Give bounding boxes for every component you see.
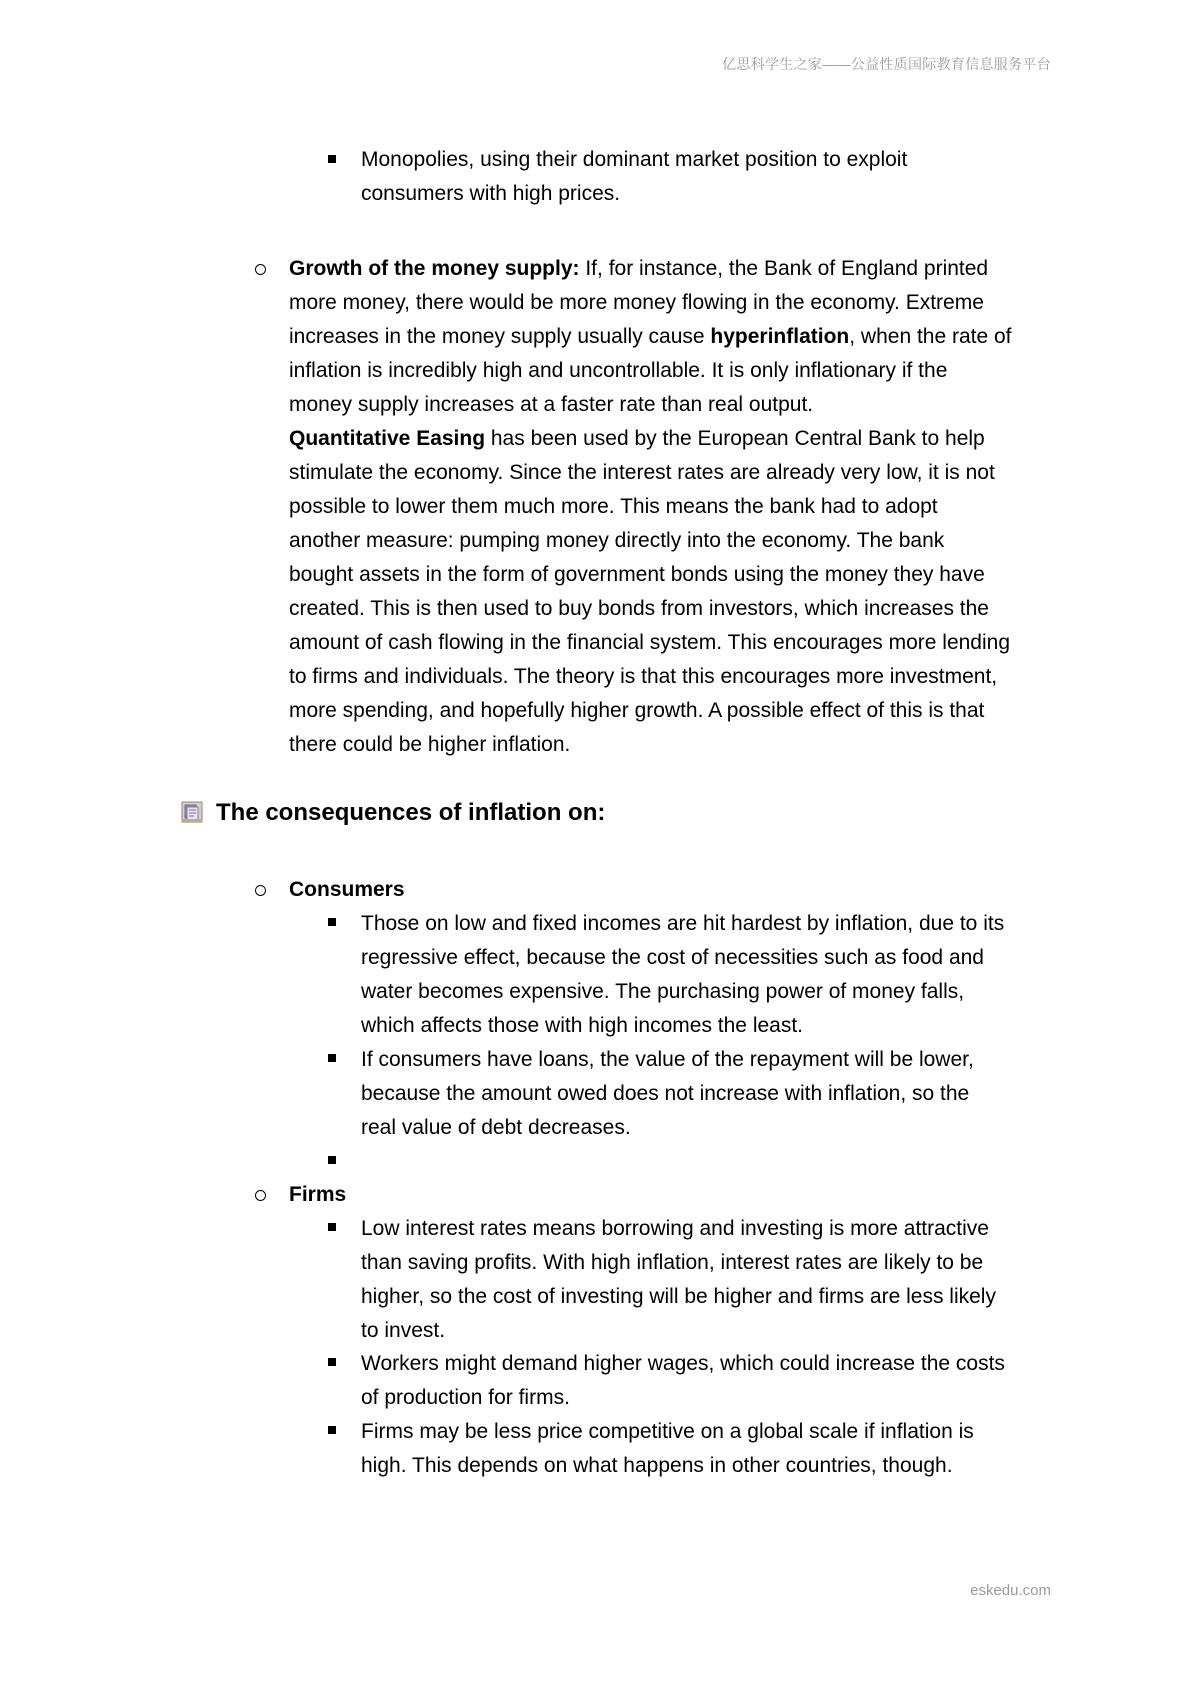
text-line: another measure: pumping money directly into the economy. The bank — [289, 529, 945, 552]
text-line: money supply increases at a faster rate than real output. — [289, 393, 814, 416]
firms-bullet-3 — [361, 1415, 974, 1483]
text-line: high. This depends on what happens in other countries, though. — [361, 1454, 953, 1477]
circle-bullet — [255, 1190, 266, 1201]
document-icon — [181, 801, 203, 823]
qe-label: Quantitative Easing — [289, 427, 486, 450]
text-line: Quantitative Easing has been used by the European Central Bank to help — [289, 427, 985, 450]
text-line: If consumers have loans, the value of the repayment will be lower, — [361, 1048, 974, 1071]
text-line: stimulate the economy. Since the interest rates are already very low, it is not — [289, 461, 995, 484]
text-line: created. This is then used to buy bonds from investors, which increases the — [289, 597, 989, 620]
page-header: 亿思科学生之家——公益性质国际教育信息服务平台 — [722, 56, 1051, 72]
text-line: Firms may be less price competitive on a global scale if inflation is — [361, 1420, 974, 1443]
text-line: regressive effect, because the cost of necessities such as food and — [361, 946, 984, 969]
square-bullet — [328, 918, 336, 926]
consumers-bullet-1 — [361, 907, 1004, 1043]
text-line: real value of debt decreases. — [361, 1116, 631, 1139]
text-line: possible to lower them much more. This means the bank had to adopt — [289, 495, 938, 518]
text-line: than saving profits. With high inflation, interest rates are likely to be — [361, 1251, 984, 1274]
money-supply-paragraph — [289, 252, 1012, 762]
text-line: consumers with high prices. — [361, 182, 621, 205]
text-line: Low interest rates means borrowing and investing is more attractive — [361, 1217, 989, 1240]
money-supply-label: Growth of the money supply: — [289, 257, 580, 280]
text-line: Workers might demand higher wages, which could increase the costs — [361, 1352, 1005, 1375]
text-line: to invest. — [361, 1319, 446, 1342]
intro-bullet-text — [361, 143, 907, 211]
empty-square-bullet — [328, 1156, 336, 1164]
text-line: higher, so the cost of investing will be higher and firms are less likely — [361, 1285, 996, 1308]
text-line: which affects those with high incomes the least. — [361, 1014, 804, 1037]
text-line: increases in the money supply usually cause hyperinflation, when the rate of — [289, 325, 1012, 348]
text-line: amount of cash flowing in the financial system. This encourages more lending — [289, 631, 1011, 654]
text-line: Those on low and fixed incomes are hit hardest by inflation, due to its — [361, 912, 1005, 935]
circle-bullet — [255, 885, 266, 896]
square-bullet — [328, 1223, 336, 1231]
firms-label: Firms — [289, 1183, 347, 1206]
square-bullet — [328, 1054, 336, 1062]
consumers-label: Consumers — [289, 878, 405, 901]
text-line: to firms and individuals. The theory is that this encourages more investment, — [289, 665, 998, 688]
consumers-bullet-2 — [361, 1043, 974, 1145]
page-footer: eskedu.com — [970, 1582, 1051, 1599]
square-bullet — [328, 1426, 336, 1434]
square-bullet — [328, 155, 336, 163]
text-line: more money, there would be more money flowing in the economy. Extreme — [289, 291, 984, 314]
text-line: bought assets in the form of government bonds using the money they have — [289, 563, 985, 586]
text-line: of production for firms. — [361, 1386, 570, 1409]
text-line: more spending, and hopefully higher growth. A possible effect of this is that — [289, 699, 985, 722]
text-line: inflation is incredibly high and uncontrollable. It is only inflationary if the — [289, 359, 948, 382]
text-line: there could be higher inflation. — [289, 733, 571, 756]
text-line: Monopolies, using their dominant market position to exploit — [361, 148, 908, 171]
square-bullet — [328, 1358, 336, 1366]
section-heading: The consequences of inflation on: — [216, 799, 606, 826]
hyperinflation-term: hyperinflation — [710, 325, 850, 348]
text-line: water becomes expensive. The purchasing power of money falls, — [361, 980, 965, 1003]
circle-bullet — [255, 264, 266, 275]
text-line: Growth of the money supply: If, for instance, the Bank of England printed — [289, 257, 989, 280]
firms-bullet-2 — [361, 1347, 1005, 1415]
text-line: because the amount owed does not increase with inflation, so the — [361, 1082, 970, 1105]
firms-bullet-1 — [361, 1212, 996, 1348]
